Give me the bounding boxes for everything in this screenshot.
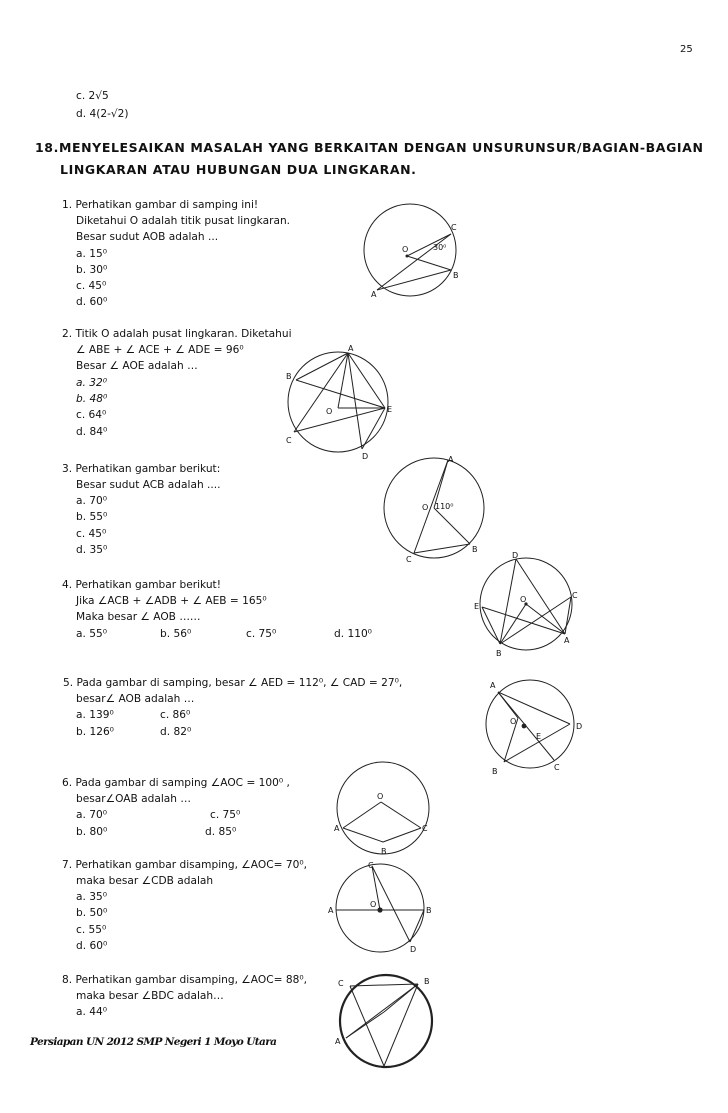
q4-option-b: b. 56⁰ [160, 628, 192, 640]
q1-stem: 1. Perhatikan gambar di samping ini! [62, 199, 259, 211]
q5-label-E: E [536, 732, 542, 741]
q3-label-O: O [422, 503, 429, 512]
q4-stem: 4. Perhatikan gambar berikut! [62, 579, 221, 591]
q5-figure [478, 678, 596, 778]
page-footer: Persiapan UN 2012 SMP Negeri 1 Moyo Utara [30, 1036, 277, 1048]
q3-option-a: a. 70⁰ [76, 495, 107, 507]
q5-label-A: A [490, 681, 496, 690]
q8-label-B: B [424, 977, 430, 986]
q6-label-B: B [381, 847, 387, 856]
q5-option-a: a. 139⁰ [76, 709, 114, 721]
q4-label-B: B [496, 649, 502, 658]
section-heading-line1: 18.MENYELESAIKAN MASALAH YANG BERKAITAN DENGAN UNSURUNSUR/BAGIAN-BAGIAN [35, 140, 704, 155]
q6-label-O: O [377, 792, 384, 801]
q7-option-c: c. 55⁰ [76, 924, 107, 936]
q1-label-O: O [402, 245, 409, 254]
q1-option-c: c. 45⁰ [76, 280, 107, 292]
q3-option-b: b. 55⁰ [76, 511, 108, 523]
q7-label-C: C [368, 861, 374, 870]
q1-option-a: a. 15⁰ [76, 248, 107, 260]
q5-label-O: O [510, 717, 517, 726]
q4-label-O: O [520, 595, 527, 604]
q8-option-a: a. 44⁰ [76, 1006, 107, 1018]
q3-label-C: C [406, 555, 412, 564]
q4-option-c: c. 75⁰ [246, 628, 277, 640]
q6-option-b: b. 80⁰ [76, 826, 108, 838]
q8-figure [332, 972, 438, 1072]
q6-stem: 6. Pada gambar di samping ∠AOC = 100⁰ , [62, 777, 290, 789]
q4-line3: Maka besar ∠ AOB …… [76, 611, 201, 623]
q8-stem: 8. Perhatikan gambar disamping, ∠AOC= 88⁰, [62, 974, 307, 986]
q1-option-b: b. 30⁰ [76, 264, 108, 276]
q2-option-a: a. 32⁰ [76, 377, 107, 389]
q6-label-A: A [334, 824, 340, 833]
q4-line2: Jika ∠ACB + ∠ADB + ∠ AEB = 165⁰ [76, 595, 267, 607]
q1-label-C: C [451, 223, 457, 232]
q8-label-C: C [338, 979, 344, 988]
q4-label-A: A [564, 636, 570, 645]
q2-label-A: A [348, 344, 354, 353]
q5-option-c: c. 86⁰ [160, 709, 191, 721]
q6-option-a: a. 70⁰ [76, 809, 107, 821]
q1-figure [355, 200, 465, 305]
q7-line2: maka besar ∠CDB adalah [76, 875, 214, 887]
q2-stem: 2. Titik O adalah pusat lingkaran. Diketahui [62, 328, 292, 340]
q5-label-C: C [554, 763, 560, 772]
q7-option-d: d. 60⁰ [76, 940, 108, 952]
q3-figure [382, 452, 492, 566]
q2-option-d: d. 84⁰ [76, 426, 108, 438]
q8-label-A: A [335, 1037, 341, 1046]
q6-figure [333, 762, 437, 862]
q1-label-angle: 30⁰ [433, 243, 447, 252]
q2-label-B: B [286, 372, 292, 381]
prev-option-c: c. 2√5 [76, 90, 109, 102]
q5-label-B: B [492, 767, 498, 776]
q4-option-d: d. 110⁰ [334, 628, 372, 640]
q6-option-c: c. 75⁰ [210, 809, 241, 821]
q1-label-B: B [453, 271, 459, 280]
q3-line2: Besar sudut ACB adalah .... [76, 479, 221, 491]
q3-option-c: c. 45⁰ [76, 528, 107, 540]
q7-label-A: A [328, 906, 334, 915]
q4-label-D: D [512, 551, 519, 560]
q3-stem: 3. Perhatikan gambar berikut: [62, 463, 221, 475]
q1-line2: Diketahui O adalah titik pusat lingkaran. [76, 215, 291, 227]
q3-label-B: B [472, 545, 478, 554]
q7-label-O: O [370, 900, 377, 909]
q3-option-d: d. 35⁰ [76, 544, 108, 556]
q1-line3: Besar sudut AOB adalah ... [76, 231, 219, 243]
q2-label-D: D [362, 452, 369, 461]
q2-label-O: O [326, 407, 333, 416]
q7-option-b: b. 50⁰ [76, 907, 108, 919]
q5-line2: besar∠ AOB adalah … [76, 693, 195, 705]
q1-option-d: d. 60⁰ [76, 296, 108, 308]
q2-line2: ∠ ABE + ∠ ACE + ∠ ADE = 96⁰ [76, 344, 244, 356]
q2-line3: Besar ∠ AOE adalah … [76, 360, 198, 372]
prev-option-d: d. 4(2-√2) [76, 108, 129, 120]
q7-stem: 7. Perhatikan gambar disamping, ∠AOC= 70⁰, [62, 859, 307, 871]
q4-label-E: E [474, 602, 480, 611]
q7-figure [326, 860, 434, 956]
q4-option-a: a. 55⁰ [76, 628, 107, 640]
q3-label-A: A [448, 455, 454, 464]
q1-label-A: A [371, 290, 377, 299]
q2-label-E: E [387, 405, 393, 414]
q6-option-d: d. 85⁰ [205, 826, 237, 838]
page-number: 25 [680, 44, 693, 55]
q4-figure [472, 552, 584, 660]
q8-line2: maka besar ∠BDC adalah… [76, 990, 224, 1002]
section-heading-line2: LINGKARAN ATAU HUBUNGAN DUA LINGKARAN. [60, 162, 417, 177]
q5-label-D: D [576, 722, 583, 731]
q7-label-D: D [410, 945, 417, 954]
q4-label-C: C [572, 591, 578, 600]
q2-option-c: c. 64⁰ [76, 409, 107, 421]
q2-option-b: b. 48⁰ [76, 393, 108, 405]
q3-label-angle: 110⁰ [435, 502, 454, 511]
q6-line2: besar∠OAB adalah … [76, 793, 191, 805]
q7-option-a: a. 35⁰ [76, 891, 107, 903]
q5-option-b: b. 126⁰ [76, 726, 114, 738]
q2-figure [282, 342, 402, 462]
q6-label-C: C [422, 824, 428, 833]
q5-stem: 5. Pada gambar di samping, besar ∠ AED = 112⁰, ∠ CAD = 27⁰, [63, 677, 403, 689]
q2-label-C: C [286, 436, 292, 445]
q5-option-d: d. 82⁰ [160, 726, 192, 738]
q7-label-B: B [426, 906, 432, 915]
